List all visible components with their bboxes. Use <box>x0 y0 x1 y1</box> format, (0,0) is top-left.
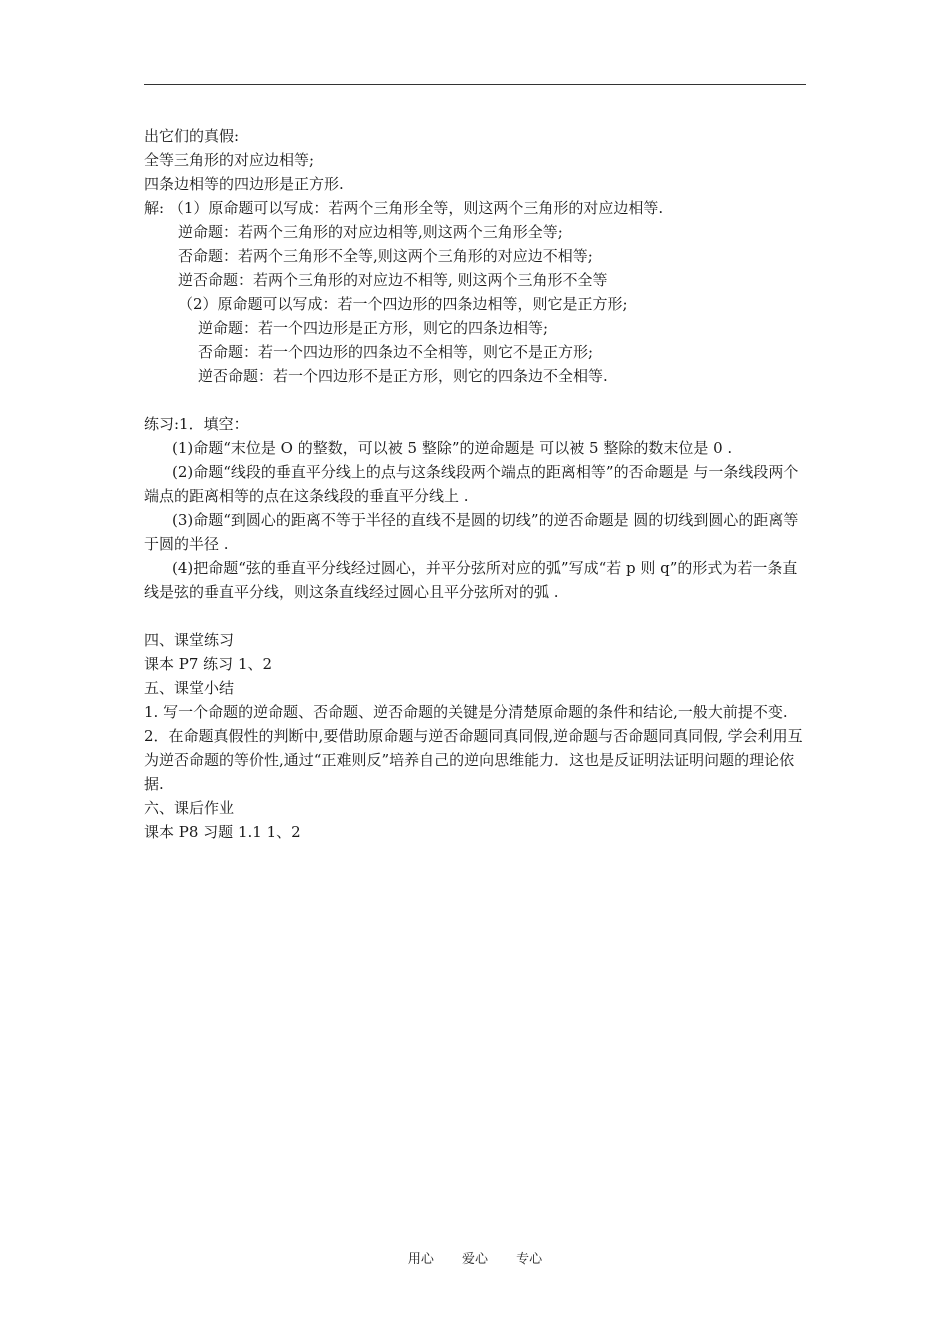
text-line: 课本 P7 练习 1、2 <box>144 655 273 673</box>
inverse-line: 否命题：若两个三角形不全等,则这两个三角形的对应边不相等; <box>178 247 593 265</box>
footer-item: 专心 <box>516 1252 543 1267</box>
text-line: 四条边相等的四边形是正方形. <box>144 175 344 193</box>
exercise-heading: 练习:1．填空： <box>144 415 249 433</box>
exercise-item: (1)命题“末位是 O 的整数，可以被 5 整除”的逆命题是 可以被 5 整除的数末位是 0 . <box>172 439 733 457</box>
text-line: 全等三角形的对应边相等; <box>144 151 315 169</box>
exercise-item: (4)把命题“弦的垂直平分线经过圆心，并平分弦所对应的弧”写成“若 p 则 q”的形式为若一条直线是弦的垂直平分线，则这条直线经过圆心且平分弦所对的弧 . <box>144 559 798 601</box>
text-line: 出它们的真假: <box>144 127 240 145</box>
solution-part-2: （2）原命题可以写成：若一个四边形的四条边相等，则它是正方形; <box>178 295 628 313</box>
exercise-item: (2)命题“线段的垂直平分线上的点与这条线段两个端点的距离相等”的否命题是 与一条线段两个端点的距离相等的点在这条线段的垂直平分线上 . <box>144 463 799 505</box>
summary-item: 2．在命题真假性的判断中,要借助原命题与逆否命题同真同假,逆命题与否命题同真同假, 学会利用互为逆否命题的等价性,通过“正难则反”培养自己的逆向思维能力．这也是反证明法证明问题的理论依据. <box>144 727 803 793</box>
summary-item: 1. 写一个命题的逆命题、否命题、逆否命题的关键是分清楚原命题的条件和结论,一般大前提不变. <box>144 703 788 721</box>
header-rule <box>144 84 806 85</box>
exercise-item: (3)命题“到圆心的距离不等于半径的直线不是圆的切线”的逆否命题是 圆的切线到圆心的距离等于圆的半径 . <box>144 511 799 553</box>
section-heading: 四、课堂练习 <box>144 631 235 649</box>
contrapositive-line: 逆否命题：若一个四边形不是正方形，则它的四条边不全相等. <box>198 367 608 385</box>
page-footer <box>0 1248 950 1267</box>
solution-line: 解: （1）原命题可以写成：若两个三角形全等，则这两个三角形的对应边相等. <box>144 199 664 217</box>
contrapositive-line: 逆否命题：若两个三角形的对应边不相等, 则这两个三角形不全等 <box>178 271 608 289</box>
footer-item: 爱心 <box>461 1252 488 1267</box>
converse-line: 逆命题：若一个四边形是正方形，则它的四条边相等; <box>198 319 549 337</box>
footer-item: 用心 <box>407 1252 434 1267</box>
section-heading: 五、课堂小结 <box>144 679 235 697</box>
document-body <box>144 124 806 844</box>
section-heading: 六、课后作业 <box>144 799 235 817</box>
text-line: 课本 P8 习题 1.1 1、2 <box>144 823 301 841</box>
inverse-line: 否命题：若一个四边形的四条边不全相等，则它不是正方形; <box>198 343 594 361</box>
converse-line: 逆命题：若两个三角形的对应边相等,则这两个三角形全等; <box>178 223 563 241</box>
